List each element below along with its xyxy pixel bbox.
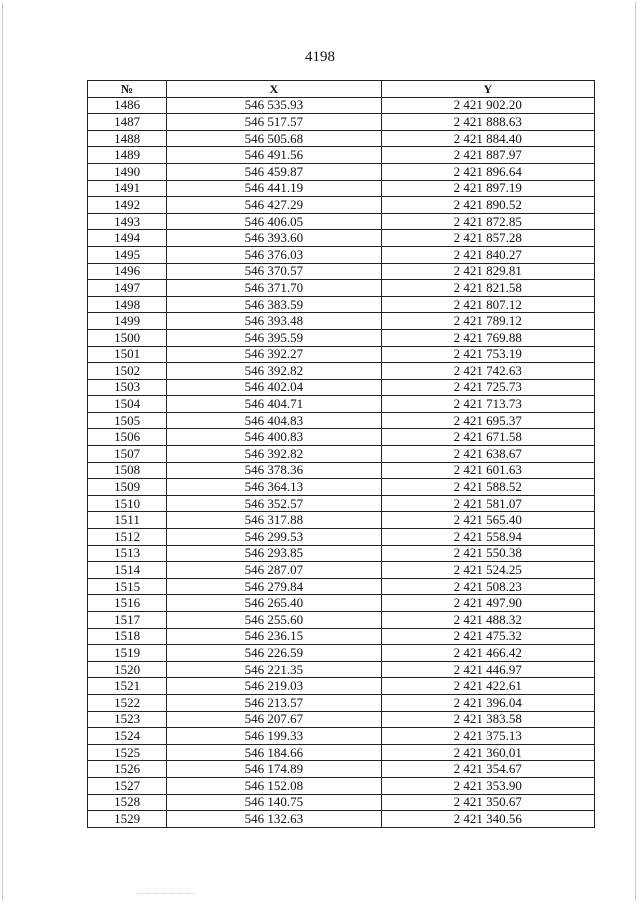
y-coordinate-cell: 2 421 550.38 — [381, 545, 594, 562]
x-coordinate-cell: 546 404.83 — [167, 412, 381, 429]
y-coordinate-cell: 2 421 422.61 — [381, 678, 594, 695]
y-coordinate-cell: 2 421 896.64 — [381, 163, 594, 180]
y-coordinate-cell: 2 421 829.81 — [381, 263, 594, 280]
x-coordinate-cell: 546 392.82 — [167, 446, 381, 463]
y-coordinate-cell: 2 421 695.37 — [381, 412, 594, 429]
table-row — [88, 645, 595, 662]
point-number-cell: 1514 — [88, 562, 167, 579]
x-coordinate-cell: 546 287.07 — [167, 562, 381, 579]
table-row — [88, 446, 595, 463]
point-number-cell: 1512 — [88, 529, 167, 546]
point-number-cell: 1510 — [88, 495, 167, 512]
point-number-cell: 1486 — [88, 97, 167, 114]
point-number-cell: 1489 — [88, 147, 167, 164]
x-coordinate-cell: 546 491.56 — [167, 147, 381, 164]
point-number-cell: 1493 — [88, 213, 167, 230]
table-row — [88, 578, 595, 595]
table-row — [88, 246, 595, 263]
x-coordinate-cell: 546 236.15 — [167, 628, 381, 645]
x-coordinate-cell: 546 376.03 — [167, 246, 381, 263]
y-coordinate-cell: 2 421 350.67 — [381, 794, 594, 811]
y-coordinate-cell: 2 421 466.42 — [381, 645, 594, 662]
table-row — [88, 329, 595, 346]
point-number-cell: 1508 — [88, 462, 167, 479]
x-coordinate-cell: 546 293.85 — [167, 545, 381, 562]
table-row — [88, 744, 595, 761]
point-number-cell: 1521 — [88, 678, 167, 695]
point-number-cell: 1499 — [88, 313, 167, 330]
point-number-cell: 1488 — [88, 130, 167, 147]
x-coordinate-cell: 546 299.53 — [167, 529, 381, 546]
point-number-cell: 1529 — [88, 811, 167, 828]
y-coordinate-cell: 2 421 807.12 — [381, 296, 594, 313]
x-coordinate-cell: 546 406.05 — [167, 213, 381, 230]
point-number-cell: 1498 — [88, 296, 167, 313]
table-row — [88, 495, 595, 512]
table-row — [88, 180, 595, 197]
y-coordinate-cell: 2 421 897.19 — [381, 180, 594, 197]
y-coordinate-cell: 2 421 446.97 — [381, 661, 594, 678]
y-coordinate-cell: 2 421 565.40 — [381, 512, 594, 529]
coordinates-table — [87, 80, 595, 828]
x-coordinate-cell: 546 400.83 — [167, 429, 381, 446]
column-header-y: Y — [381, 81, 594, 98]
point-number-cell: 1509 — [88, 479, 167, 496]
table-row — [88, 794, 595, 811]
table-row — [88, 728, 595, 745]
table-row — [88, 612, 595, 629]
table-row — [88, 512, 595, 529]
y-coordinate-cell: 2 421 857.28 — [381, 230, 594, 247]
y-coordinate-cell: 2 421 354.67 — [381, 761, 594, 778]
table-row — [88, 678, 595, 695]
x-coordinate-cell: 546 393.48 — [167, 313, 381, 330]
point-number-cell: 1504 — [88, 396, 167, 413]
y-coordinate-cell: 2 421 340.56 — [381, 811, 594, 828]
y-coordinate-cell: 2 421 887.97 — [381, 147, 594, 164]
point-number-cell: 1506 — [88, 429, 167, 446]
y-coordinate-cell: 2 421 769.88 — [381, 329, 594, 346]
point-number-cell: 1502 — [88, 363, 167, 380]
point-number-cell: 1520 — [88, 661, 167, 678]
table-row — [88, 545, 595, 562]
x-coordinate-cell: 546 279.84 — [167, 578, 381, 595]
point-number-cell: 1503 — [88, 379, 167, 396]
y-coordinate-cell: 2 421 713.73 — [381, 396, 594, 413]
x-coordinate-cell: 546 174.89 — [167, 761, 381, 778]
table-row — [88, 163, 595, 180]
y-coordinate-cell: 2 421 821.58 — [381, 280, 594, 297]
table-row — [88, 346, 595, 363]
table-row — [88, 777, 595, 794]
point-number-cell: 1495 — [88, 246, 167, 263]
y-coordinate-cell: 2 421 383.58 — [381, 711, 594, 728]
x-coordinate-cell: 546 226.59 — [167, 645, 381, 662]
y-coordinate-cell: 2 421 725.73 — [381, 379, 594, 396]
column-header-x: X — [167, 81, 381, 98]
table-row — [88, 595, 595, 612]
table-row — [88, 479, 595, 496]
x-coordinate-cell: 546 378.36 — [167, 462, 381, 479]
x-coordinate-cell: 546 427.29 — [167, 197, 381, 214]
y-coordinate-cell: 2 421 888.63 — [381, 114, 594, 131]
y-coordinate-cell: 2 421 884.40 — [381, 130, 594, 147]
point-number-cell: 1491 — [88, 180, 167, 197]
x-coordinate-cell: 546 317.88 — [167, 512, 381, 529]
point-number-cell: 1487 — [88, 114, 167, 131]
point-number-cell: 1490 — [88, 163, 167, 180]
x-coordinate-cell: 546 404.71 — [167, 396, 381, 413]
x-coordinate-cell: 546 199.33 — [167, 728, 381, 745]
table-row — [88, 811, 595, 828]
point-number-cell: 1492 — [88, 197, 167, 214]
table-row — [88, 263, 595, 280]
table-row — [88, 694, 595, 711]
x-coordinate-cell: 546 392.82 — [167, 363, 381, 380]
table-row — [88, 130, 595, 147]
x-coordinate-cell: 546 152.08 — [167, 777, 381, 794]
y-coordinate-cell: 2 421 840.27 — [381, 246, 594, 263]
table-row — [88, 363, 595, 380]
table-row — [88, 462, 595, 479]
point-number-cell: 1513 — [88, 545, 167, 562]
x-coordinate-cell: 546 402.04 — [167, 379, 381, 396]
x-coordinate-cell: 546 132.63 — [167, 811, 381, 828]
y-coordinate-cell: 2 421 789.12 — [381, 313, 594, 330]
point-number-cell: 1496 — [88, 263, 167, 280]
y-coordinate-cell: 2 421 508.23 — [381, 578, 594, 595]
y-coordinate-cell: 2 421 753.19 — [381, 346, 594, 363]
table-row — [88, 197, 595, 214]
x-coordinate-cell: 546 364.13 — [167, 479, 381, 496]
x-coordinate-cell: 546 219.03 — [167, 678, 381, 695]
y-coordinate-cell: 2 421 671.58 — [381, 429, 594, 446]
table-row — [88, 379, 595, 396]
x-coordinate-cell: 546 505.68 — [167, 130, 381, 147]
table-row — [88, 628, 595, 645]
y-coordinate-cell: 2 421 638.67 — [381, 446, 594, 463]
x-coordinate-cell: 546 352.57 — [167, 495, 381, 512]
point-number-cell: 1507 — [88, 446, 167, 463]
table-row — [88, 711, 595, 728]
table-header-row — [88, 81, 595, 98]
x-coordinate-cell: 546 441.19 — [167, 180, 381, 197]
point-number-cell: 1519 — [88, 645, 167, 662]
point-number-cell: 1525 — [88, 744, 167, 761]
x-coordinate-cell: 546 213.57 — [167, 694, 381, 711]
y-coordinate-cell: 2 421 742.63 — [381, 363, 594, 380]
point-number-cell: 1500 — [88, 329, 167, 346]
point-number-cell: 1516 — [88, 595, 167, 612]
y-coordinate-cell: 2 421 872.85 — [381, 213, 594, 230]
table-row — [88, 230, 595, 247]
table-row — [88, 114, 595, 131]
x-coordinate-cell: 546 207.67 — [167, 711, 381, 728]
table-row — [88, 562, 595, 579]
x-coordinate-cell: 546 535.93 — [167, 97, 381, 114]
y-coordinate-cell: 2 421 497.90 — [381, 595, 594, 612]
point-number-cell: 1511 — [88, 512, 167, 529]
point-number-cell: 1524 — [88, 728, 167, 745]
y-coordinate-cell: 2 421 581.07 — [381, 495, 594, 512]
point-number-cell: 1505 — [88, 412, 167, 429]
y-coordinate-cell: 2 421 890.52 — [381, 197, 594, 214]
point-number-cell: 1494 — [88, 230, 167, 247]
point-number-cell: 1501 — [88, 346, 167, 363]
y-coordinate-cell: 2 421 558.94 — [381, 529, 594, 546]
y-coordinate-cell: 2 421 488.32 — [381, 612, 594, 629]
scan-artifact — [136, 893, 196, 895]
x-coordinate-cell: 546 255.60 — [167, 612, 381, 629]
y-coordinate-cell: 2 421 375.13 — [381, 728, 594, 745]
y-coordinate-cell: 2 421 902.20 — [381, 97, 594, 114]
x-coordinate-cell: 546 393.60 — [167, 230, 381, 247]
y-coordinate-cell: 2 421 475.32 — [381, 628, 594, 645]
column-header-number: № — [88, 81, 167, 98]
y-coordinate-cell: 2 421 588.52 — [381, 479, 594, 496]
x-coordinate-cell: 546 459.87 — [167, 163, 381, 180]
table-row — [88, 412, 595, 429]
x-coordinate-cell: 546 371.70 — [167, 280, 381, 297]
table-body — [88, 97, 595, 827]
point-number-cell: 1497 — [88, 280, 167, 297]
table-row — [88, 313, 595, 330]
x-coordinate-cell: 546 395.59 — [167, 329, 381, 346]
x-coordinate-cell: 546 517.57 — [167, 114, 381, 131]
table-row — [88, 661, 595, 678]
table-row — [88, 213, 595, 230]
point-number-cell: 1526 — [88, 761, 167, 778]
point-number-cell: 1518 — [88, 628, 167, 645]
y-coordinate-cell: 2 421 360.01 — [381, 744, 594, 761]
table-row — [88, 761, 595, 778]
point-number-cell: 1523 — [88, 711, 167, 728]
x-coordinate-cell: 546 265.40 — [167, 595, 381, 612]
table-row — [88, 280, 595, 297]
point-number-cell: 1522 — [88, 694, 167, 711]
y-coordinate-cell: 2 421 396.04 — [381, 694, 594, 711]
y-coordinate-cell: 2 421 524.25 — [381, 562, 594, 579]
x-coordinate-cell: 546 392.27 — [167, 346, 381, 363]
point-number-cell: 1527 — [88, 777, 167, 794]
y-coordinate-cell: 2 421 601.63 — [381, 462, 594, 479]
point-number-cell: 1515 — [88, 578, 167, 595]
table-row — [88, 396, 595, 413]
x-coordinate-cell: 546 221.35 — [167, 661, 381, 678]
page-number: 4198 — [305, 49, 335, 65]
x-coordinate-cell: 546 370.57 — [167, 263, 381, 280]
table-row — [88, 529, 595, 546]
x-coordinate-cell: 546 140.75 — [167, 794, 381, 811]
table-row — [88, 296, 595, 313]
x-coordinate-cell: 546 184.66 — [167, 744, 381, 761]
table-row — [88, 97, 595, 114]
y-coordinate-cell: 2 421 353.90 — [381, 777, 594, 794]
point-number-cell: 1517 — [88, 612, 167, 629]
table-row — [88, 429, 595, 446]
point-number-cell: 1528 — [88, 794, 167, 811]
x-coordinate-cell: 546 383.59 — [167, 296, 381, 313]
table-row — [88, 147, 595, 164]
